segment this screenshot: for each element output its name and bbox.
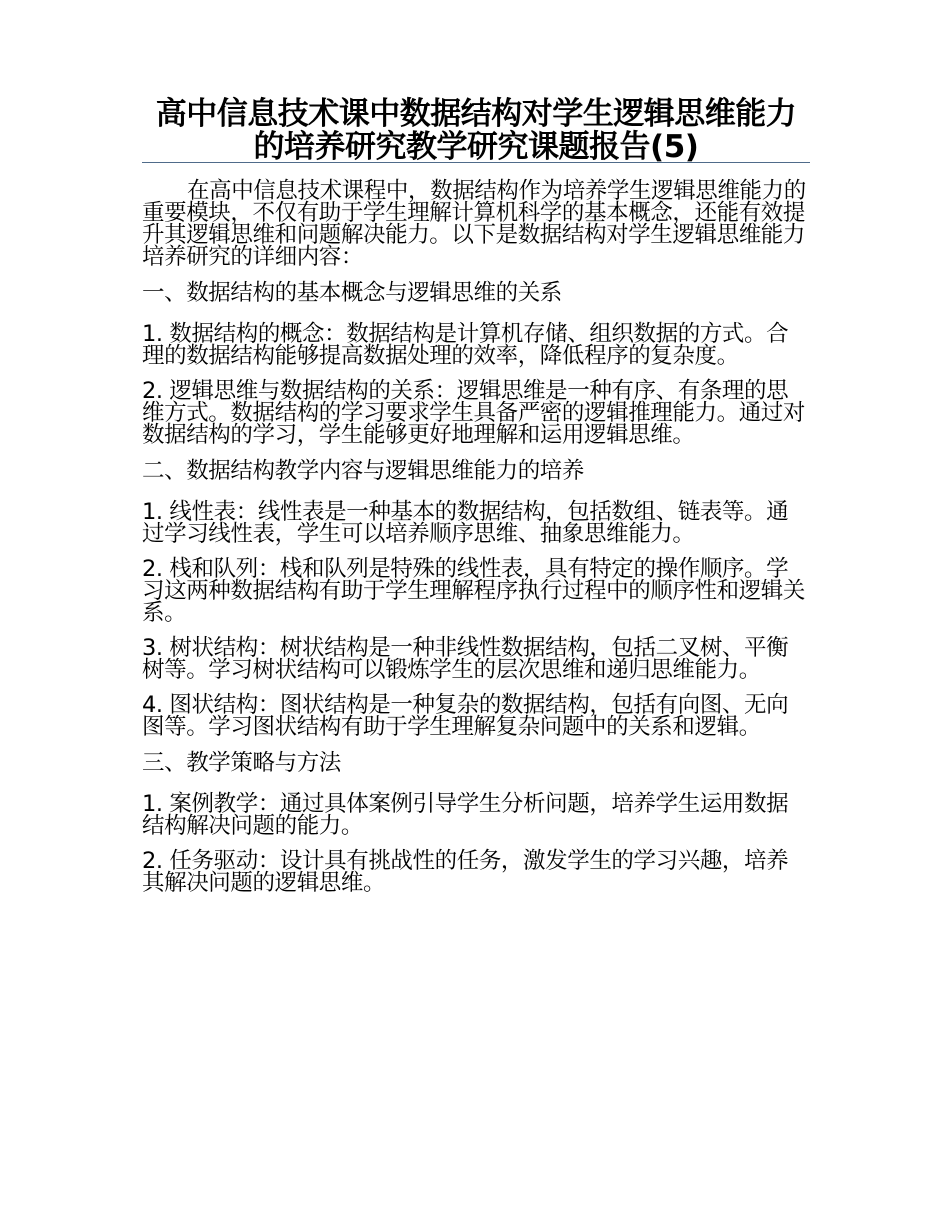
section-heading-2: 二、数据结构教学内容与逻辑思维能力的培养 bbox=[142, 458, 585, 484]
section-heading-3: 三、教学策略与方法 bbox=[142, 750, 341, 776]
section3-item-1: 1. 案例教学：通过具体案例引导学生分析问题，培养学生运用数据结构解决问题的能力。 bbox=[142, 791, 789, 839]
section2-item-1: 1. 线性表：线性表是一种基本的数据结构，包括数组、链表等。通过学习线性表，学生可以培养顺序思维、抽象思维能力。 bbox=[142, 499, 789, 547]
title-underline bbox=[142, 162, 810, 163]
document-body bbox=[142, 180, 810, 907]
section2-item-2: 2. 栈和队列：栈和队列是特殊的线性表，具有特定的操作顺序。学习这两种数据结构有助于学生理解程序执行过程中的顺序性和逻辑关系。 bbox=[142, 556, 806, 626]
intro-paragraph: 在高中信息技术课程中，数据结构作为培养学生逻辑思维能力的重要模块，不仅有助于学生理解计算机科学的基本概念，还能有效提升其逻辑思维和问题解决能力。以下是数据结构对学生逻辑思维能力培养研究的详细内容： bbox=[142, 178, 806, 270]
section3-item-2: 2. 任务驱动：设计具有挑战性的任务，激发学生的学习兴趣，培养其解决问题的逻辑思维。 bbox=[142, 848, 789, 896]
section2-item-4: 4. 图状结构：图状结构是一种复杂的数据结构，包括有向图、无向图等。学习图状结构有助于学生理解复杂问题中的关系和逻辑。 bbox=[142, 692, 789, 740]
section-heading-1: 一、数据结构的基本概念与逻辑思维的关系 bbox=[142, 280, 562, 306]
section1-item-2: 2. 逻辑思维与数据结构的关系：逻辑思维是一种有序、有条理的思维方式。数据结构的学习要求学生具备严密的逻辑推理能力。通过对数据结构的学习，学生能够更好地理解和运用逻辑思维。 bbox=[142, 378, 806, 448]
section1-item-1: 1. 数据结构的概念：数据结构是计算机存储、组织数据的方式。合理的数据结构能够提高数据处理的效率，降低程序的复杂度。 bbox=[142, 321, 789, 369]
section2-item-3: 3. 树状结构：树状结构是一种非线性数据结构，包括二叉树、平衡树等。学习树状结构可以锻炼学生的层次思维和递归思维能力。 bbox=[142, 635, 789, 683]
document-title: 高中信息技术课中数据结构对学生逻辑思维能力的培养研究教学研究课题报告(5) bbox=[155, 96, 797, 165]
